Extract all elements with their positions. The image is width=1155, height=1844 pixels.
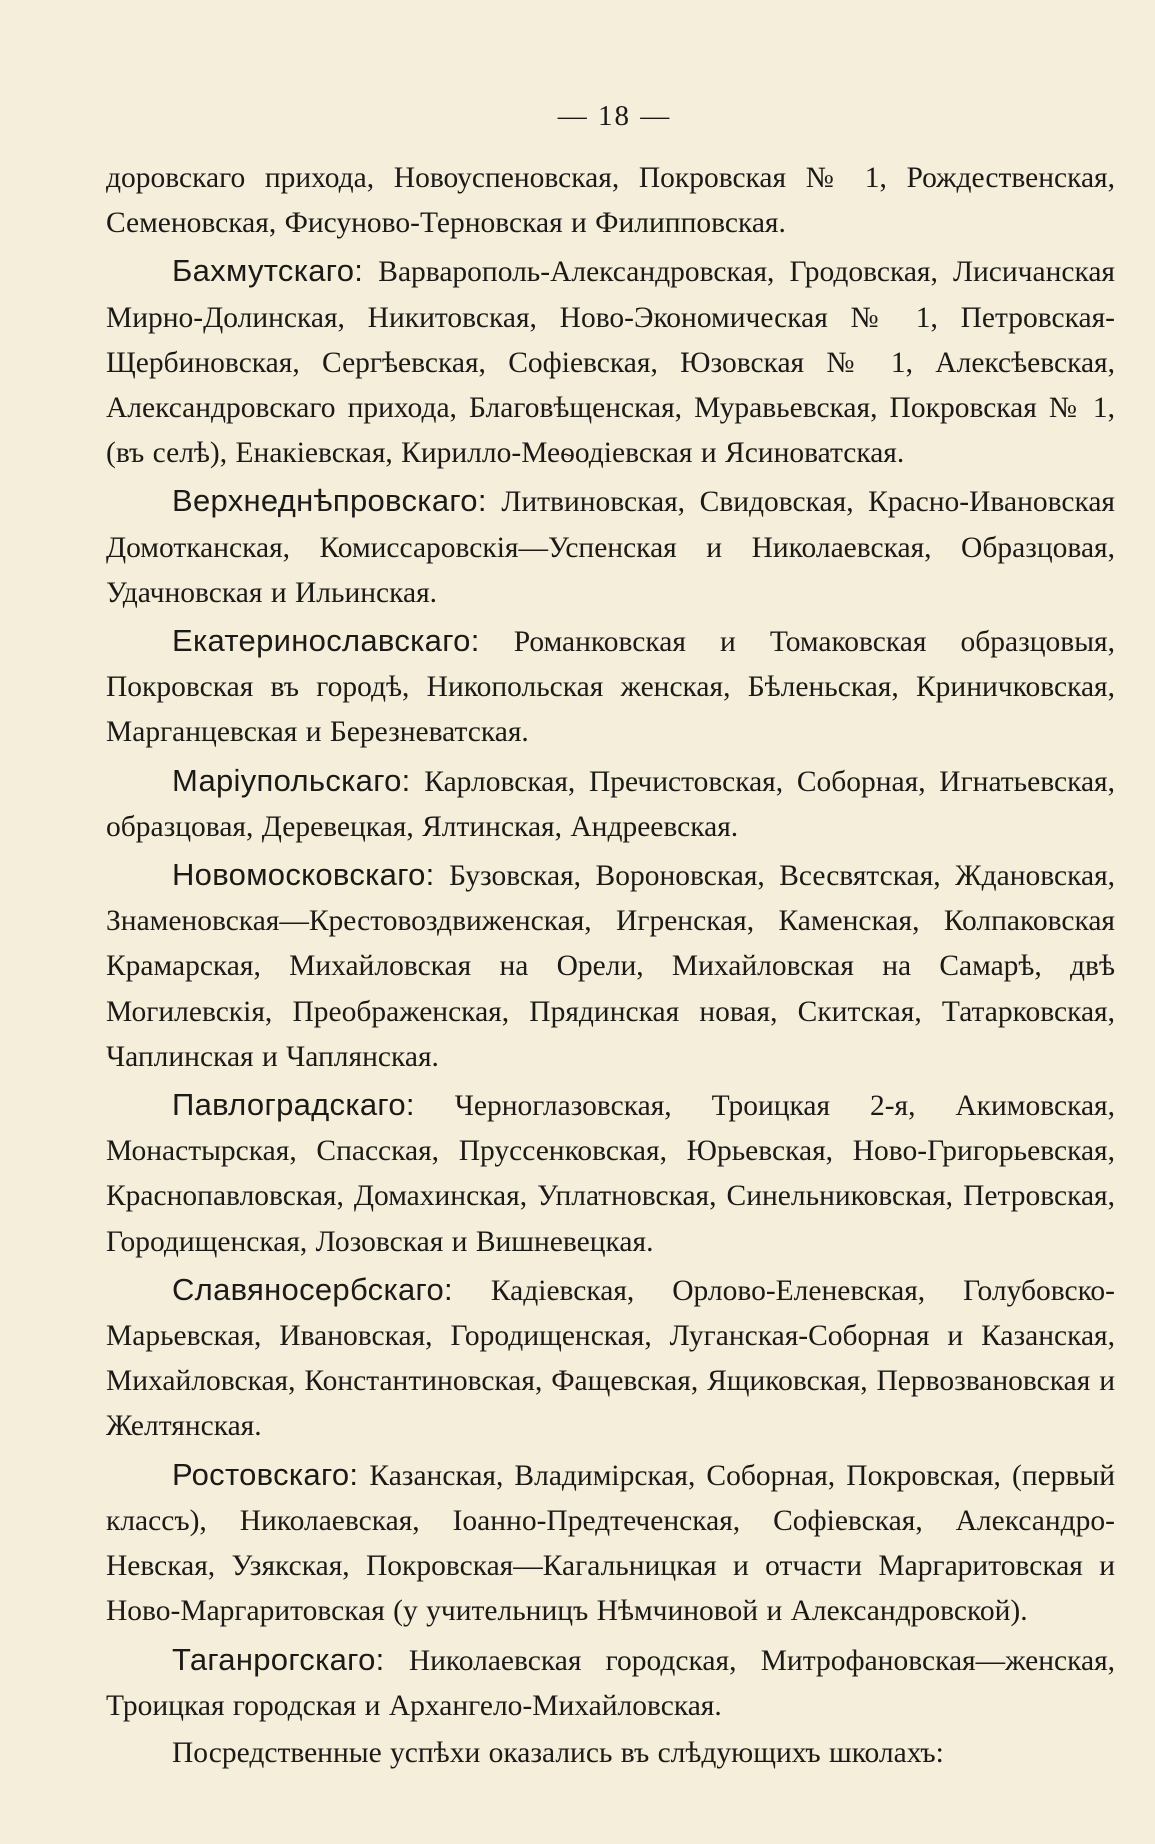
continuation-paragraph: доровскаго прихода, Новоуспеновская, Покровская № 1, Рождественская, Семеновская, Фисуново-Терновская и Филипповская.: [106, 162, 1115, 240]
district-heading: Маріупольскаго:: [172, 762, 411, 798]
district-schools: Кадіевская, Орлово-Еленевская, Голубовско-Марьевская, Ивановская, Городищенская, Луганская-Соборная и Казанская, Михайловская, Константиновская, Фащевская, Ящиковская, Первозвановская и Желтянская.: [106, 1274, 1115, 1443]
district-heading: Новомосковскаго:: [172, 857, 435, 893]
district-schools: Черноглазовская, Троицкая 2-я, Акимовская, Монастырская, Спасская, Пруссенковская, Юрьевская, Ново-Григорьевская, Краснопавловская, Домахинская, Уплатновская, Синельниковская, Петровская, Городищенская, Лозовская и Вишневецкая.: [106, 1090, 1115, 1258]
district-paragraph-pavlograd: [106, 1082, 1115, 1265]
district-paragraph-mariupol: [106, 758, 1115, 850]
district-heading: Славяносербскаго:: [172, 1271, 453, 1307]
district-heading: Екатеринославскаго:: [172, 623, 480, 659]
closing-paragraph: Посредственные успѣхи оказались въ слѣдующихъ школахъ:: [172, 1736, 944, 1769]
district-paragraph-ekaterinoslav: [106, 618, 1115, 756]
district-paragraph-slavyanoserbsk: [106, 1267, 1115, 1450]
district-heading: Бахмутскаго:: [172, 253, 364, 289]
district-paragraph-taganrog: [106, 1637, 1115, 1729]
district-paragraph-verkhnedneprovsk: [106, 478, 1115, 616]
district-schools: Литвиновская, Свидовская, Красно-Ивановская Домотканская, Комиссаровскія—Успенская и Николаевская, Образцовая, Удачновская и Ильинская.: [106, 486, 1116, 609]
district-schools: Бузовская, Вороновская, Всесвятская, Ждановская, Знаменовская—Крестовоздвиженская, Игренская, Каменская, Колпаковская Крамарская, Михайловская на Орели, Михайловская на Самарѣ, двѣ Могилевскія, Преображенская, Прядинская новая, Скитская, Татарковская, Чаплинская и Чаплянская.: [106, 860, 1116, 1073]
district-schools: Казанская, Владимірская, Соборная, Покровская, (первый классъ), Николаевская, Іоанно-Предтеченская, Софіевская, Александро-Невская, Узякская, Покровская—Кагальницкая и отчасти Маргаритовская и Ново-Маргаритовская (у учительницъ Нѣмчиновой и Александровской).: [106, 1459, 1115, 1628]
district-paragraph-rostov: [106, 1452, 1115, 1635]
district-schools: Романковская и Томаковская образцовыя, Покровская въ городѣ, Никопольская женская, Бѣленьская, Криничковская, Марганцевская и Березневатская.: [106, 626, 1116, 749]
district-heading: Таганрогскаго:: [172, 1641, 385, 1677]
district-heading: Верхнеднѣпровскаго:: [172, 483, 487, 519]
district-schools: Карловская, Пречистовская, Соборная, Игнатьевская, образцовая, Деревецкая, Ялтинская, Андреевская.: [106, 765, 1116, 843]
district-heading: Ростовскаго:: [172, 1456, 359, 1492]
district-paragraph-novomoskovsk: [106, 852, 1115, 1080]
district-heading: Павлоградскаго:: [172, 1087, 415, 1123]
district-schools: Николаевская городская, Митрофановская—женская, Троицкая городская и Архангело-Михайловская.: [106, 1644, 1116, 1722]
district-paragraph-bakhmut: [106, 248, 1115, 476]
page-number: — 18 —: [557, 100, 672, 132]
district-schools: Варварополь-Александровская, Гродовская, Лисичанская Мирно-Долинская, Никитовская, Ново-Экономическая № 1, Петровская-Щербиновская, Сергѣевская, Софіевская, Юзовская № 1, Алексѣевская, Александровскаго прихода, Благовѣщенская, Муравьевская, Покровская № 1, (въ селѣ), Енакіевская, Кирилло-Меѳодіевская и Ясиноватская.: [106, 256, 1115, 470]
